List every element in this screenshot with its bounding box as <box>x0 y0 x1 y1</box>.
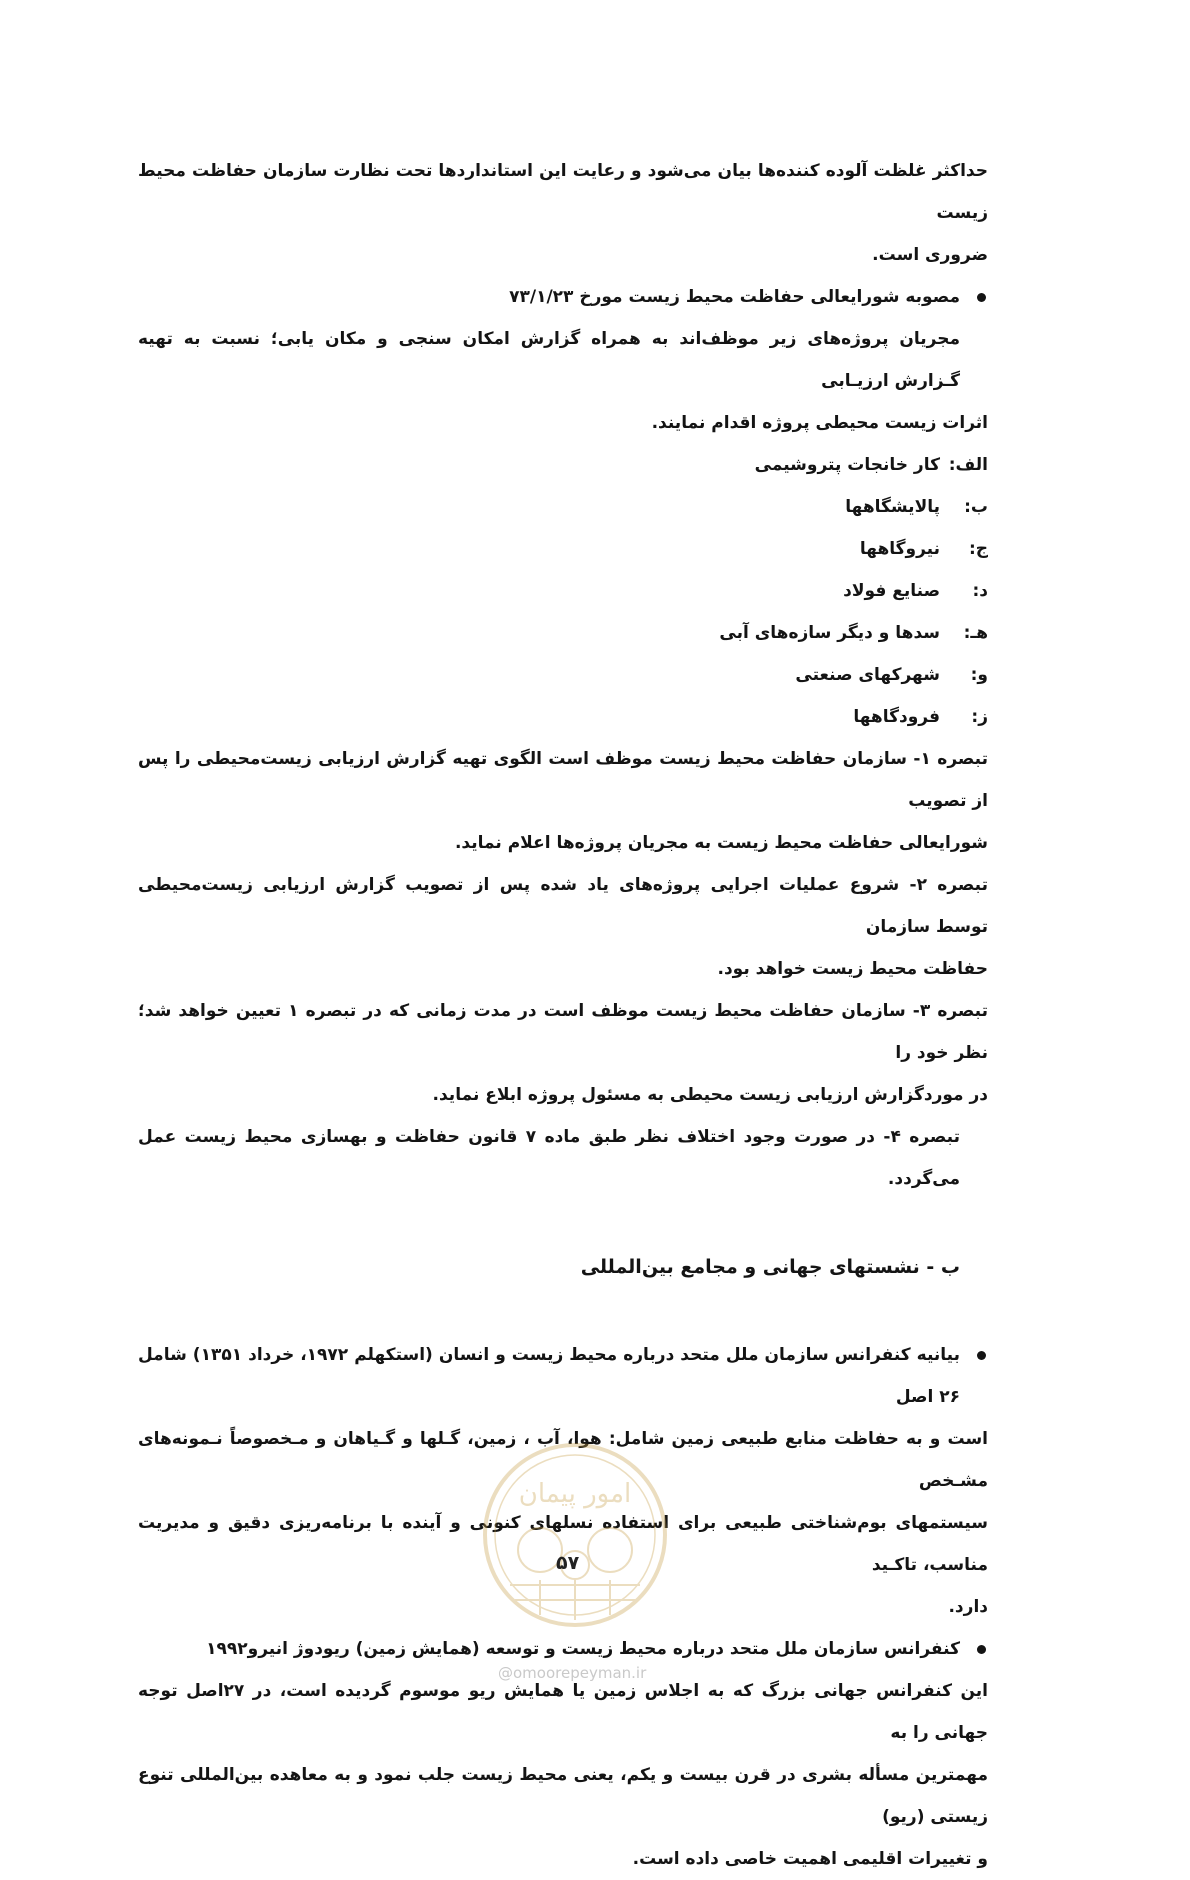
project-list <box>138 444 988 738</box>
watermark-logo <box>480 1440 670 1630</box>
note-4: تبصره ۴- در صورت وجود اختلاف نظر طبق ماده ۷ قانون حفاظت و بهسازی محیط زیست عمل می‌گردد. <box>138 1127 960 1189</box>
watermark-text: امور پیمان <box>518 1479 632 1509</box>
stockholm-cont: است و به حفاظت منابع طبیعی زمین شامل: هوا، آب ، زمین، گـلها و گـیاهان و مـخصوصاً نـمونه‌های مشـخص سیستمهای بوم‌شناختی طبیعی برای استفاده نسلهای کنونی و آینده با برنامه‌ریزی دقیق و مدیریت مناسب، تاکـید دارد. <box>138 1429 988 1617</box>
rio-paragraph: این کنفرانس جهانی بزرگ که به اجلاس زمین یا همایش ریو موسوم گردیده است، در ۲۷اصل توجه جهانی را به مهمترین مسأله بشری در قرن بیست و یکم، یعنی محیط زیست جلب نمود و به معاهده بین‌المللی تنوع زیستی (ریو) و تغییرات اقلیمی اهمیت خاصی داده است. <box>138 1681 989 1869</box>
intro-paragraph: حداکثر غلظت آلوده کننده‌ها بیان می‌شود و رعایت این استانداردها تحت نظارت سازمان حفاظت محیط زیست ضروری است. <box>138 161 988 265</box>
obligation-paragraph-cont: اثرات زیست محیطی پروژه اقدام نمایند. <box>651 413 988 433</box>
list-item: و: شهرکهای صنعتی <box>795 665 988 685</box>
bullet-icon <box>977 293 986 302</box>
list-item: د: صنایع فولاد <box>843 581 988 601</box>
bullet-icon <box>977 1645 986 1654</box>
list-item: ز: فرودگاهها <box>853 707 988 727</box>
list-item: هـ: سدها و دیگر سازه‌های آبی <box>719 623 988 643</box>
list-item: ج: نیروگاهها <box>859 539 988 559</box>
bullet-council-resolution: مصوبه شورایعالی حفاظت محیط زیست مورخ ۷۳/۱/۲۳ <box>138 276 988 318</box>
list-item: الف: کار خانجات پتروشیمی <box>754 455 988 475</box>
note-1: تبصره ۱- سازمان حفاظت محیط زیست موظف است الگوی تهیه گزارش ارزیابی زیست‌محیطی را پس از تصویب شورایعالی حفاظت محیط زیست به مجریان پروژه‌ها اعلام نماید. <box>138 749 988 853</box>
page-number: ۵۷ <box>556 1552 580 1574</box>
bullet-rio: کنفرانس سازمان ملل متحد درباره محیط زیست و توسعه (همایش زمین) ریودوژ انیرو۱۹۹۲ <box>138 1628 988 1670</box>
section-title: ب - نشستهای جهانی و مجامع بین‌المللی <box>580 1256 960 1278</box>
bullet-stockholm: بیانیه کنفرانس سازمان ملل متحد درباره محیط زیست و انسان (استکهلم ۱۹۷۲، خرداد ۱۳۵۱) شامل ۲۶ اصل <box>138 1334 988 1418</box>
obligation-paragraph: مجریان پروژه‌های زیر موظف‌اند به همراه گزارش امکان سنجی و مکان یابی؛ نسبت به تهیه گـزارش ارزیـابی <box>138 329 960 391</box>
footer-site: @omoorepeyman.ir <box>498 1664 647 1682</box>
note-3: تبصره ۳- سازمان حفاظت محیط زیست موظف است در مدت زمانی که در تبصره ۱ تعیین خواهد شد؛ نظر خود را در موردگزارش ارزیابی زیست محیطی به مسئول پروژه ابلاع نماید. <box>138 1001 989 1105</box>
list-item: ب: پالایشگاهها <box>845 497 988 517</box>
bullet-icon <box>977 1351 986 1360</box>
note-2: تبصره ۲- شروع عملیات اجرایی پروژه‌های یاد شده پس از تصویب گزارش ارزیابی زیست‌محیطی توسط سازمان حفاظت محیط زیست خواهد بود. <box>138 875 988 979</box>
